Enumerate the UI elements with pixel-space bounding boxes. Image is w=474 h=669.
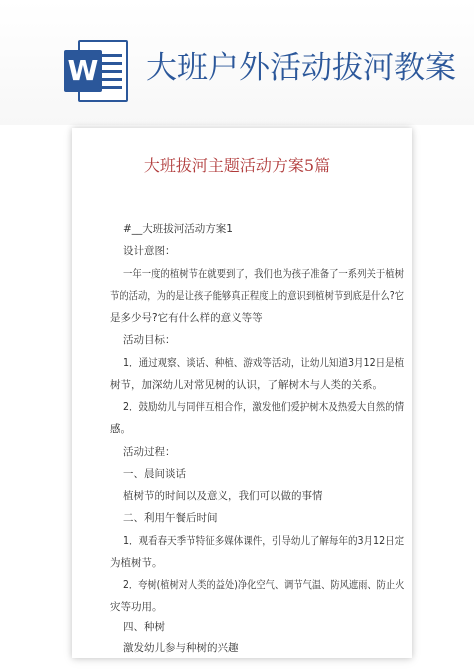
paragraph-line: 设计意图：	[123, 245, 176, 257]
paragraph-line: 2．鼓励幼儿与同伴互相合作，激发他们爱护树木及热爱大自然的情	[123, 401, 405, 413]
paragraph-line: 2．夸树(植树对人类的益处)净化空气、调节气温、防风遮雨、防止火	[123, 579, 405, 591]
paragraph-line: 活动目标：	[123, 334, 176, 346]
paragraph-line: 节的活动，为的是让孩子能够真正程度上的意识到植树节到底是什么?它	[110, 290, 405, 302]
paragraph-line: 激发幼儿参与种树的兴趣	[123, 642, 239, 654]
word-document-icon	[64, 40, 128, 102]
word-icon-badge: W	[64, 50, 102, 92]
paragraph-line: 一、晨间谈话	[123, 468, 186, 480]
paragraph-line: 二、利用午餐后时间	[123, 512, 218, 524]
banner-title: 大班户外活动拔河教案	[146, 50, 456, 86]
paragraph-line: 四、种树	[123, 621, 165, 633]
paragraph-line: 1．观看春天季节特征多媒体课件，引导幼儿了解每年的3月12日定	[123, 535, 405, 547]
paragraph-line: 为植树节。	[110, 557, 163, 569]
paragraph-line: #__大班拔河活动方案1	[123, 223, 233, 235]
paragraph-line: 1．通过观察、谈话、种植、游戏等活动，让幼儿知道3月12日是植	[123, 357, 405, 369]
paragraph-line: 灾等功用。	[110, 601, 163, 613]
paragraph-line: 一年一度的植树节在就要到了，我们也为孩子准备了一系列关于植树	[123, 268, 404, 280]
paragraph-line: 感。	[110, 423, 131, 435]
paragraph-line: 活动过程：	[123, 446, 176, 458]
document-title: 大班拔河主题活动方案5篇	[143, 156, 331, 175]
banner	[0, 0, 474, 125]
paragraph-line: 植树节的时间以及意义，我们可以做的事情	[123, 490, 323, 502]
paragraph-line: 是多少号?它有什么样的意义等等	[110, 312, 263, 324]
paragraph-line: 树节，加深幼儿对常见树的认识，了解树木与人类的关系。	[110, 379, 383, 391]
